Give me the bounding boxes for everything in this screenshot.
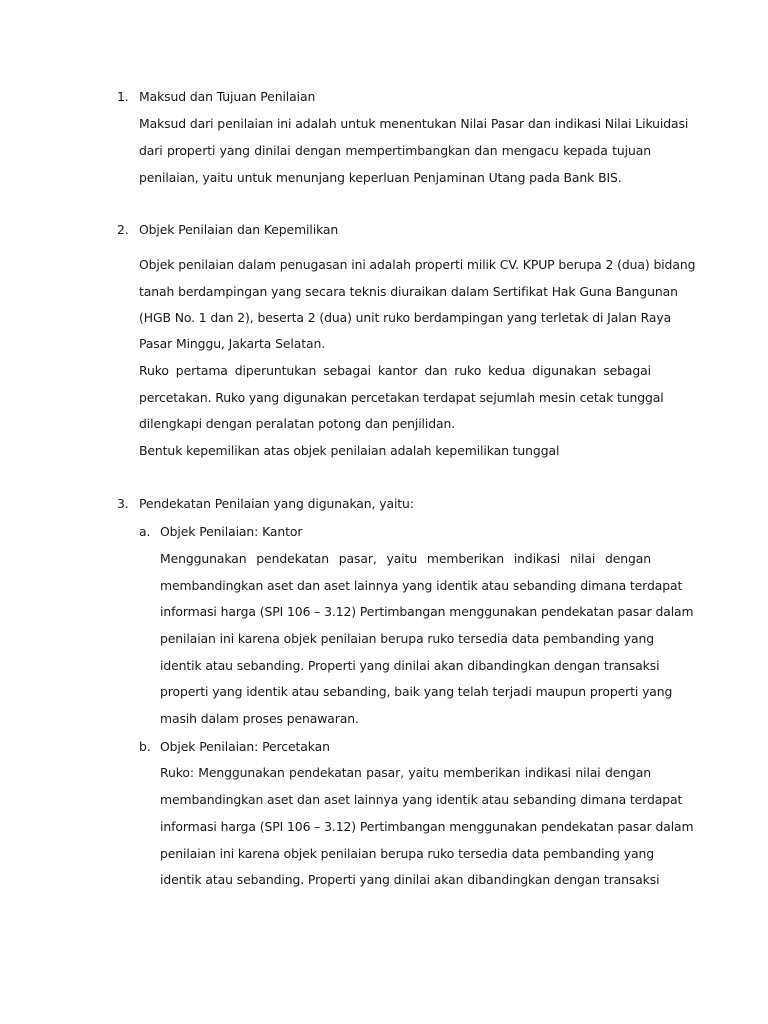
section-number: 3. [117,496,129,511]
subsection-letter: a. [139,524,151,539]
paragraph-line: informasi harga (SPI 106 – 3.12) Pertimbangan menggunakan pendekatan pasar dalam [160,604,694,619]
paragraph-line: tanah berdampingan yang secara teknis diuraikan dalam Sertifikat Hak Guna Bangunan [139,284,678,299]
paragraph-line: membandingkan aset dan aset lainnya yang identik atau sebanding dimana terdapat [160,578,683,593]
subsection-heading: Objek Penilaian: Kantor [160,524,303,539]
paragraph-line: identik atau sebanding. Properti yang dinilai akan dibandingkan dengan transaksi [160,872,660,887]
paragraph-line: dilengkapi dengan peralatan potong dan penjilidan. [139,416,456,431]
subsection-heading: Objek Penilaian: Percetakan [160,739,330,754]
paragraph-line: penilaian ini karena objek penilaian berupa ruko tersedia data pembanding yang [160,846,655,861]
paragraph-line: penilaian, yaitu untuk menunjang keperluan Penjaminan Utang pada Bank BIS. [139,170,622,185]
paragraph-line: masih dalam proses penawaran. [160,711,359,726]
paragraph-line: Menggunakan pendekatan pasar, yaitu memberikan indikasi nilai dengan [160,551,651,566]
paragraph-line: percetakan. Ruko yang digunakan percetakan terdapat sejumlah mesin cetak tunggal [139,390,664,405]
section-number: 1. [117,89,129,104]
paragraph-line: (HGB No. 1 dan 2), beserta 2 (dua) unit ruko berdampingan yang terletak di Jalan Raya [139,310,672,325]
section-heading: Pendekatan Penilaian yang digunakan, yaitu: [139,496,414,511]
paragraph-line: Pasar Minggu, Jakarta Selatan. [139,336,326,351]
section-heading: Objek Penilaian dan Kepemilikan [139,222,339,237]
section-number: 2. [117,222,129,237]
paragraph-line: dari properti yang dinilai dengan mempertimbangkan dan mengacu kepada tujuan [139,143,651,158]
section-heading: Maksud dan Tujuan Penilaian [139,89,316,104]
paragraph-line: membandingkan aset dan aset lainnya yang identik atau sebanding dimana terdapat [160,792,683,807]
paragraph-line: Maksud dari penilaian ini adalah untuk menentukan Nilai Pasar dan indikasi Nilai Likuidasi [139,116,689,131]
paragraph-line: Bentuk kepemilikan atas objek penilaian adalah kepemilikan tunggal [139,443,560,458]
paragraph-line: informasi harga (SPI 106 – 3.12) Pertimbangan menggunakan pendekatan pasar dalam [160,819,694,834]
paragraph-line: properti yang identik atau sebanding, baik yang telah terjadi maupun properti yang [160,684,673,699]
paragraph-line: Objek penilaian dalam penugasan ini adalah properti milik CV. KPUP berupa 2 (dua) bidang [139,257,696,272]
paragraph-line: Ruko: Menggunakan pendekatan pasar, yaitu memberikan indikasi nilai dengan [160,765,651,780]
subsection-letter: b. [139,739,151,754]
paragraph-line: penilaian ini karena objek penilaian berupa ruko tersedia data pembanding yang [160,631,655,646]
paragraph-line: identik atau sebanding. Properti yang dinilai akan dibandingkan dengan transaksi [160,658,660,673]
paragraph-line: Ruko pertama diperuntukan sebagai kantor dan ruko kedua digunakan sebagai [139,363,651,378]
